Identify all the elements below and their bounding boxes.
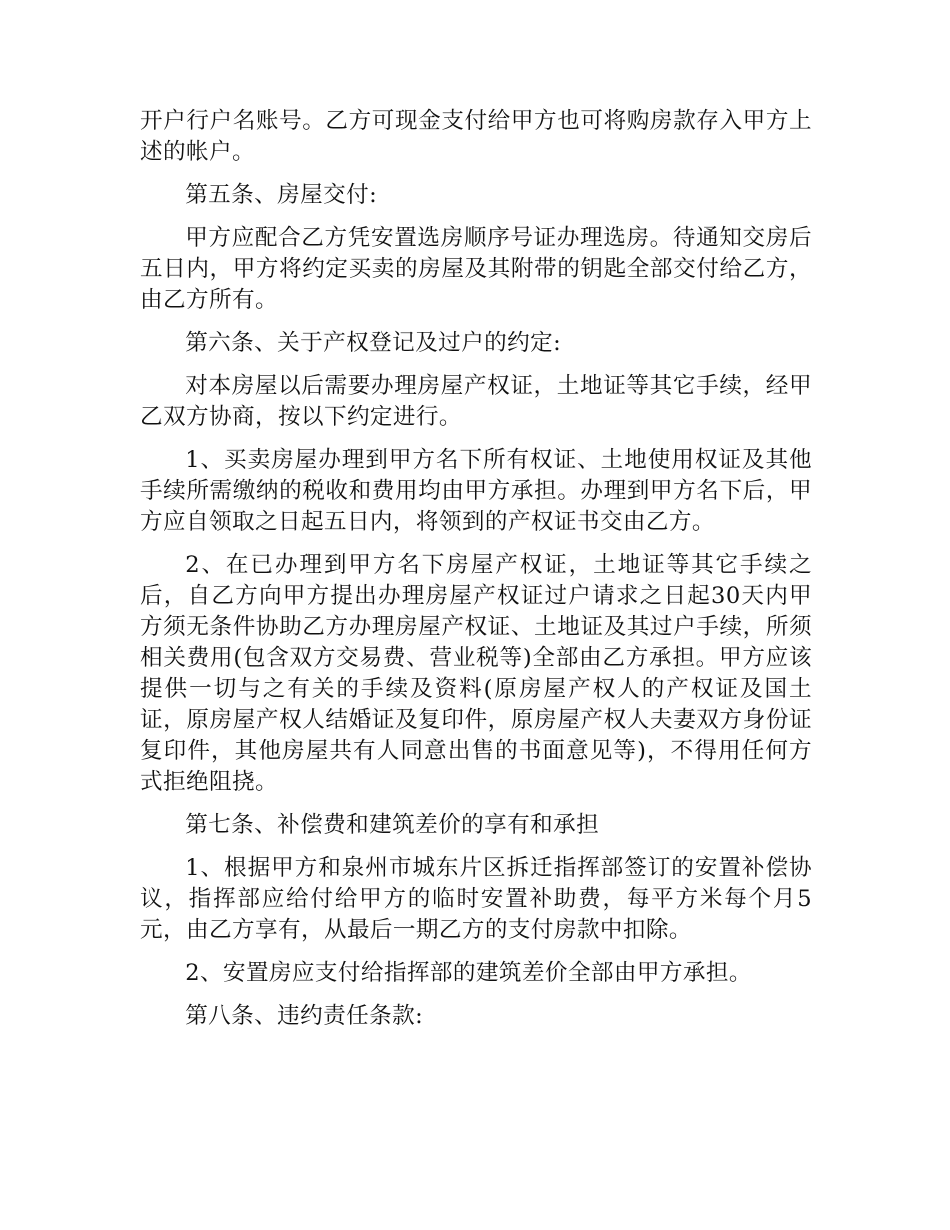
heading-article-5: 第五条、房屋交付: [185,182,378,208]
paragraph-clause-7-2: 2、安置房应支付给指挥部的建筑差价全部由甲方承担。 [185,960,752,986]
heading-article-8: 第八条、违约责任条款: [185,1003,424,1029]
heading-article-7: 第七条、补偿费和建筑差价的享有和承担 [185,812,600,838]
paragraph-account-info: 开户行户名账号。乙方可现金支付给甲方也可将购房款存入甲方上述的帐户。 [140,108,812,165]
document-page [140,106,812,1044]
paragraph-clause-7-1: 1、根据甲方和泉州市城东片区拆迁指挥部签订的安置补偿协议，指挥部应给付给甲方的临时安置补助费，每平方米每个月5元，由乙方享有，从最后一期乙方的支付房款中扣除。 [140,855,812,943]
heading-article-6: 第六条、关于产权登记及过户的约定: [185,330,562,356]
paragraph-clause-6-2: 2、在已办理到甲方名下房屋产权证，土地证等其它手续之后，自乙方向甲方提出办理房屋产权证过户请求之日起30天内甲方须无条件协助乙方办理房屋产权证、土地证及其过户手续，所须相关费用(包含双方交易费、营业税等)全部由乙方承担。甲方应该提供一切与之有关的手续及资料(原房屋产权人的产权证及国土证，原房屋产权人结婚证及复印件，原房屋产权人夫妻双方身份证复印件，其他房屋共有人同意出售的书面意见等)，不得用任何方式拒绝阻挠。 [140,552,812,795]
paragraph-house-delivery: 甲方应配合乙方凭安置选房顺序号证办理选房。待通知交房后五日内，甲方将约定买卖的房屋及其附带的钥匙全部交付给乙方，由乙方所有。 [140,225,812,313]
paragraph-property-procedures: 对本房屋以后需要办理房屋产权证，土地证等其它手续，经甲乙双方协商，按以下约定进行。 [140,373,812,430]
paragraph-clause-6-1: 1、买卖房屋办理到甲方名下所有权证、土地使用权证及其他手续所需缴纳的税收和费用均由甲方承担。办理到甲方名下后，甲方应自领取之日起五日内，将领到的产权证书交由乙方。 [140,447,812,535]
